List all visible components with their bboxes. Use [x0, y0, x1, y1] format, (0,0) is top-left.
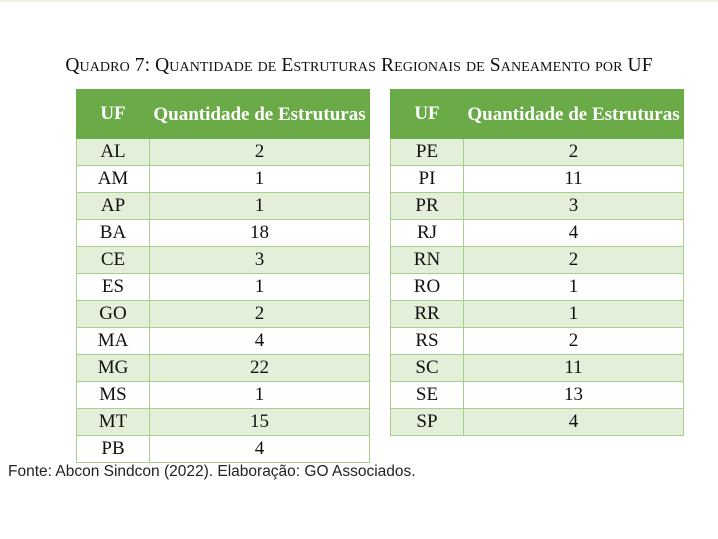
cell-uf: RO: [391, 274, 464, 301]
cell-quantidade: 4: [464, 409, 684, 436]
cell-uf: MG: [77, 355, 150, 382]
table-row: [391, 247, 684, 274]
table-header-row: [77, 90, 370, 139]
table-row: [77, 166, 370, 193]
cell-uf: MA: [77, 328, 150, 355]
table-row: [391, 166, 684, 193]
cell-uf: SC: [391, 355, 464, 382]
table-row: [77, 139, 370, 166]
cell-quantidade: 1: [464, 274, 684, 301]
table-header-row: [391, 90, 684, 139]
cell-uf: RN: [391, 247, 464, 274]
source-note: Fonte: Abcon Sindcon (2022). Elaboração: GO Associados.: [8, 463, 416, 480]
table-caption: Quadro 7: Quantidade de Estruturas Regionais de Saneamento por UF: [65, 55, 653, 76]
cell-quantidade: 1: [150, 166, 370, 193]
cell-uf: PB: [77, 436, 150, 463]
cell-quantidade: 2: [464, 139, 684, 166]
header-quantidade: Quantidade de Estruturas: [464, 90, 684, 139]
right-uf-table: [390, 89, 684, 436]
cell-quantidade: 2: [464, 247, 684, 274]
cell-quantidade: 1: [150, 382, 370, 409]
cell-uf: AP: [77, 193, 150, 220]
table-row: [391, 301, 684, 328]
cell-uf: RJ: [391, 220, 464, 247]
cell-uf: RR: [391, 301, 464, 328]
cell-uf: AM: [77, 166, 150, 193]
cell-quantidade: 2: [150, 301, 370, 328]
table-row: [77, 301, 370, 328]
table-row: [77, 382, 370, 409]
header-uf: UF: [391, 90, 464, 139]
cell-uf: PR: [391, 193, 464, 220]
cell-uf: PI: [391, 166, 464, 193]
table-row: [391, 274, 684, 301]
cell-quantidade: 4: [150, 436, 370, 463]
table-row: [77, 274, 370, 301]
table-row: [77, 247, 370, 274]
cell-uf: SE: [391, 382, 464, 409]
table-row: [77, 328, 370, 355]
header-quantidade: Quantidade de Estruturas: [150, 90, 370, 139]
table-row: [77, 409, 370, 436]
cell-quantidade: 18: [150, 220, 370, 247]
table-row: [391, 220, 684, 247]
cell-quantidade: 11: [464, 166, 684, 193]
cell-quantidade: 4: [150, 328, 370, 355]
cell-uf: GO: [77, 301, 150, 328]
cell-uf: AL: [77, 139, 150, 166]
cell-quantidade: 4: [464, 220, 684, 247]
cell-quantidade: 1: [150, 193, 370, 220]
table-row: [391, 382, 684, 409]
cell-quantidade: 3: [150, 247, 370, 274]
cell-quantidade: 15: [150, 409, 370, 436]
cell-quantidade: 3: [464, 193, 684, 220]
cell-uf: SP: [391, 409, 464, 436]
cell-uf: BA: [77, 220, 150, 247]
cell-quantidade: 11: [464, 355, 684, 382]
table-row: [77, 193, 370, 220]
cell-quantidade: 1: [150, 274, 370, 301]
table-row: [391, 328, 684, 355]
left-uf-table: [76, 89, 370, 463]
table-row: [77, 355, 370, 382]
table-row: [391, 355, 684, 382]
cell-quantidade: 1: [464, 301, 684, 328]
cell-uf: ES: [77, 274, 150, 301]
cell-uf: MS: [77, 382, 150, 409]
cell-quantidade: 2: [464, 328, 684, 355]
header-uf: UF: [77, 90, 150, 139]
cell-uf: CE: [77, 247, 150, 274]
table-row: [77, 220, 370, 247]
table-row: [77, 436, 370, 463]
cell-quantidade: 13: [464, 382, 684, 409]
cell-uf: RS: [391, 328, 464, 355]
table-row: [391, 409, 684, 436]
cell-quantidade: 2: [150, 139, 370, 166]
table-row: [391, 193, 684, 220]
cell-uf: PE: [391, 139, 464, 166]
table-row: [391, 139, 684, 166]
cell-quantidade: 22: [150, 355, 370, 382]
top-divider: [0, 0, 718, 2]
cell-uf: MT: [77, 409, 150, 436]
